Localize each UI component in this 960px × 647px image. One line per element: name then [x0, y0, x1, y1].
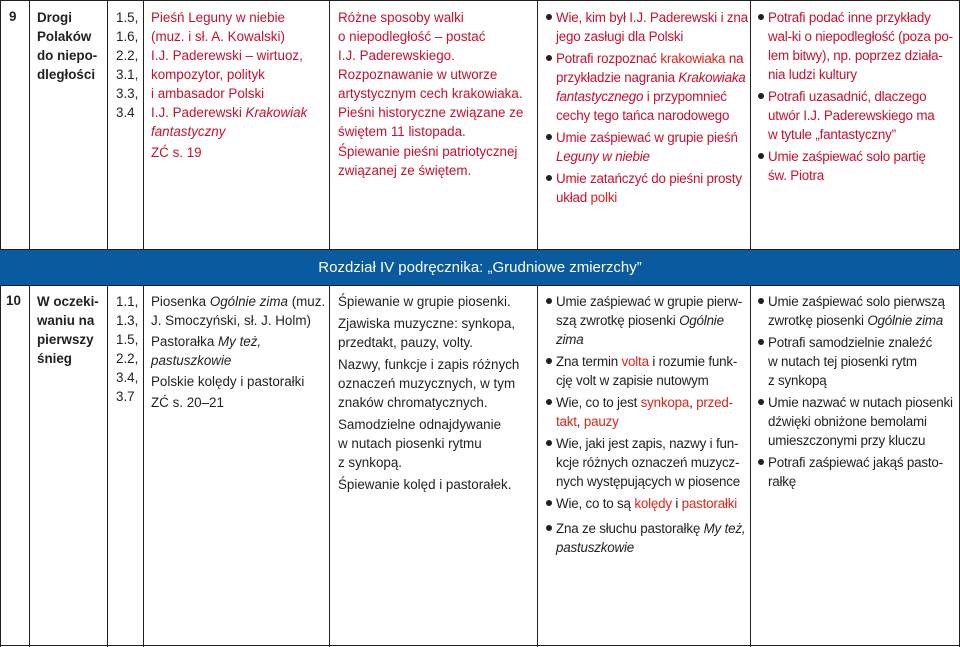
text: Potrafi uzasadnić, dlaczego [768, 89, 927, 104]
activity-line: Samodzielne odnajdywanie [338, 417, 502, 432]
text: Potrafi samodzielnie znaleźć [768, 335, 933, 350]
text: szą zwrotkę piosenki [556, 313, 680, 328]
text: polki [590, 190, 618, 205]
repertoire-line [151, 292, 327, 311]
text [556, 494, 748, 513]
text: zima [556, 332, 584, 347]
text: I.J. Paderewski [151, 105, 246, 120]
table-border-top [0, 0, 960, 1]
row9-curriculum-refs [116, 8, 142, 122]
table-border-left [0, 0, 1, 647]
text: jego zasługi dla Polski [556, 29, 684, 44]
ref: 3.7 [116, 389, 135, 404]
text: Krakowiaka [678, 70, 746, 85]
title-line: pierwszy [37, 332, 94, 347]
text [768, 311, 958, 330]
basic-item [546, 49, 748, 125]
text: dźwięki obniżone bemolami [768, 414, 927, 429]
ref: 1.5, [116, 332, 139, 347]
ref: 3.3, [116, 86, 139, 101]
activity-line: przedtakt, pauzy, volty. [338, 335, 473, 350]
row9-extended-requirements [758, 8, 958, 188]
text: Zna termin [556, 354, 622, 369]
row10-lesson-number: 10 [6, 293, 21, 308]
repertoire-line: Pieśń Leguny w niebie [151, 10, 285, 25]
activity-line: Śpiewanie w grupie piosenki. [338, 294, 511, 309]
text: synkopa [640, 395, 690, 410]
ref: 1.3, [116, 313, 139, 328]
basic-item [546, 292, 748, 349]
repertoire-line: kompozytor, polityk [151, 67, 265, 82]
ref: 1.1, [116, 294, 139, 309]
title-line: Polaków [37, 29, 92, 44]
title-line: śnieg [37, 351, 72, 366]
activity-line: z synkopą. [338, 455, 403, 470]
text: , [689, 395, 697, 410]
row9-lesson-title [37, 8, 105, 84]
ref: 3.4, [116, 370, 139, 385]
repertoire-line: ZĆ s. 19 [151, 145, 202, 160]
basic-item [546, 434, 748, 491]
text: Wie, kim był I.J. Paderewski i zna [556, 10, 748, 25]
row10-lesson-title [37, 292, 105, 368]
text [556, 87, 748, 106]
text: Umie nazwać w nutach piosenki [768, 395, 953, 410]
text: św. Piotra [768, 168, 825, 183]
title-line: W oczeki- [37, 294, 99, 309]
row10-curriculum-refs [116, 292, 142, 406]
activity-line: Pieśni historyczne związane ze [338, 105, 524, 120]
text: Wie, co to jest [556, 395, 641, 410]
text: Potrafi podać inne przykłady [768, 10, 931, 25]
text: cechy tego tańca narodowego [556, 108, 730, 123]
text: i rozumie funk- [648, 354, 738, 369]
row9-basic-requirements [546, 8, 748, 210]
repertoire-line: J. Smoczyński, sł. J. Holm) [151, 313, 311, 328]
text: Ogólnie zima [867, 313, 944, 328]
text: , [576, 414, 584, 429]
text: rałkę [768, 474, 797, 489]
text: Zna ze słuchu pastorałkę [556, 521, 704, 536]
row10-repertoire [151, 292, 327, 412]
text: Wie, jaki jest zapis, nazwy i fun- [556, 436, 739, 451]
activity-line: artystycznym cech krakowiaka. [338, 86, 523, 101]
row9-lesson-number: 9 [9, 9, 17, 24]
text: fantastycznego [556, 89, 644, 104]
text: Umie zaśpiewać solo pierwszą [768, 294, 945, 309]
ref: 1.6, [116, 29, 139, 44]
basic-item [546, 519, 748, 557]
text: układ [556, 190, 591, 205]
row10-extended-requirements [758, 292, 958, 494]
text: Umie zatańczyć do pieśni prosty [556, 171, 742, 186]
text: na [725, 51, 744, 66]
row10-basic-requirements [546, 292, 748, 560]
text: Ogólnie zima [209, 294, 288, 309]
text: volta [621, 354, 649, 369]
activity-line: Nazwy, funkcje i zapis różnych [338, 357, 520, 372]
text: przykładzie nagrania [556, 70, 679, 85]
repertoire-line: i ambasador Polski [151, 86, 265, 101]
repertoire-line [151, 103, 327, 122]
basic-item [546, 128, 748, 166]
row9-activities [338, 8, 534, 180]
text: Umie zaśpiewać w grupie pierw- [556, 294, 743, 309]
text: pastuszkowie [151, 353, 232, 368]
extended-item [758, 292, 958, 330]
text: w nutach tej piosenki rytm [768, 354, 917, 369]
text: pauzy [583, 414, 619, 429]
ref: 2.2, [116, 351, 139, 366]
ref: 1.5, [116, 10, 139, 25]
basic-item [546, 352, 748, 390]
text: Umie zaśpiewać w grupie pieśń [556, 130, 738, 145]
text: Leguny w niebie [556, 149, 650, 164]
text [556, 519, 748, 538]
column-separator [537, 0, 538, 647]
extended-item [758, 393, 958, 450]
title-line: dległości [37, 67, 96, 82]
column-separator [107, 0, 108, 647]
activity-line: znaków chromatycznych. [338, 395, 488, 410]
text: Potrafi rozpoznać [556, 51, 661, 66]
text: pastorałki [681, 496, 737, 511]
text: kcje różnych oznaczeń muzycz- [556, 455, 740, 470]
text: zwrotkę piosenki [768, 313, 868, 328]
text: i przypomnieć [643, 89, 727, 104]
repertoire-line: I.J. Paderewski – wirtuoz, [151, 48, 303, 63]
basic-item [546, 169, 748, 207]
text: w tytule „fantastyczny” [768, 127, 896, 142]
repertoire-line: Polskie kolędy i pastorałki [151, 374, 305, 389]
text [556, 188, 748, 207]
text: (muz. [287, 294, 326, 309]
repertoire-line [151, 332, 327, 351]
chapter-banner-title: Rozdział IV podręcznika: „Grudniowe zmierzchy” [318, 259, 642, 276]
title-line: waniu na [37, 313, 95, 328]
title-line: Drogi [37, 10, 72, 25]
row9-repertoire [151, 8, 327, 162]
title-line: do niepo- [37, 48, 98, 63]
extended-item [758, 8, 958, 84]
text [556, 311, 748, 330]
text: cję volt w zapisie nutowym [556, 373, 709, 388]
extended-item [758, 87, 958, 144]
basic-item [546, 8, 748, 46]
text [556, 393, 748, 412]
text: nych występujących w piosence [556, 474, 740, 489]
activity-line: Śpiewanie pieśni patriotycznej [338, 144, 518, 159]
activity-line: oznaczeń muzycznych, w tym [338, 376, 516, 391]
text: nia ludzi kultury [768, 67, 857, 82]
column-separator [750, 0, 751, 647]
text: przed- [696, 395, 733, 410]
row10-activities [338, 292, 534, 494]
text: umieszczonymi przy kluczu [768, 433, 926, 448]
text [556, 49, 748, 68]
text: Umie zaśpiewać solo partię [768, 149, 926, 164]
text: takt [556, 414, 577, 429]
repertoire-line: ZĆ s. 20–21 [151, 395, 224, 410]
activity-line: związanej ze świętem. [338, 163, 472, 178]
basic-item [546, 393, 748, 431]
basic-item [546, 494, 748, 513]
text [556, 352, 748, 371]
text: Krakowiak [245, 105, 308, 120]
text: utwór I.J. Paderewskiego ma [768, 108, 935, 123]
text [556, 412, 748, 431]
activity-line: Zjawiska muzyczne: synkopa, [338, 316, 516, 331]
text [556, 68, 748, 87]
extended-item [758, 333, 958, 390]
text: kolędy [634, 496, 672, 511]
column-separator [143, 0, 144, 647]
repertoire-line: (muz. i sł. A. Kowalski) [151, 29, 285, 44]
activity-line: Rozpoznawanie w utworze [338, 67, 498, 82]
text: pastuszkowie [556, 540, 634, 555]
text: Piosenka [151, 294, 210, 309]
text: My też, [703, 521, 746, 536]
text: Potrafi zaśpiewać jakąś pasto- [768, 455, 943, 470]
extended-item [758, 147, 958, 185]
activity-line: Różne sposoby walki [338, 10, 464, 25]
ref: 2.2, [116, 48, 139, 63]
extended-item [758, 453, 958, 491]
activity-line: świętem 11 listopada. [338, 124, 466, 139]
text: Wie, co to są [556, 496, 635, 511]
ref: 3.1, [116, 67, 139, 82]
table-border-bottom [0, 645, 960, 646]
activity-line: I.J. Paderewskiego. [338, 48, 455, 63]
row-separator [0, 285, 960, 286]
text: krakowiaka [660, 51, 726, 66]
text: Ogólnie [679, 313, 724, 328]
text: i [671, 496, 682, 511]
column-separator [329, 0, 330, 647]
activity-line: w nutach piosenki rytmu [338, 436, 482, 451]
ref: 3.4 [116, 105, 135, 120]
text: lem bitwy), np. poprzez działa- [768, 48, 943, 63]
text: wal-ki o niepodległość (poza po- [768, 29, 953, 44]
activity-line: Śpiewanie kolęd i pastorałek. [338, 477, 512, 492]
column-separator [29, 0, 30, 647]
activity-line: o niepodległość – postać [338, 29, 486, 44]
text: fantastyczny [151, 124, 226, 139]
text: My też, [218, 334, 262, 349]
text: z synkopą [768, 373, 827, 388]
text: Pastorałka [151, 334, 218, 349]
